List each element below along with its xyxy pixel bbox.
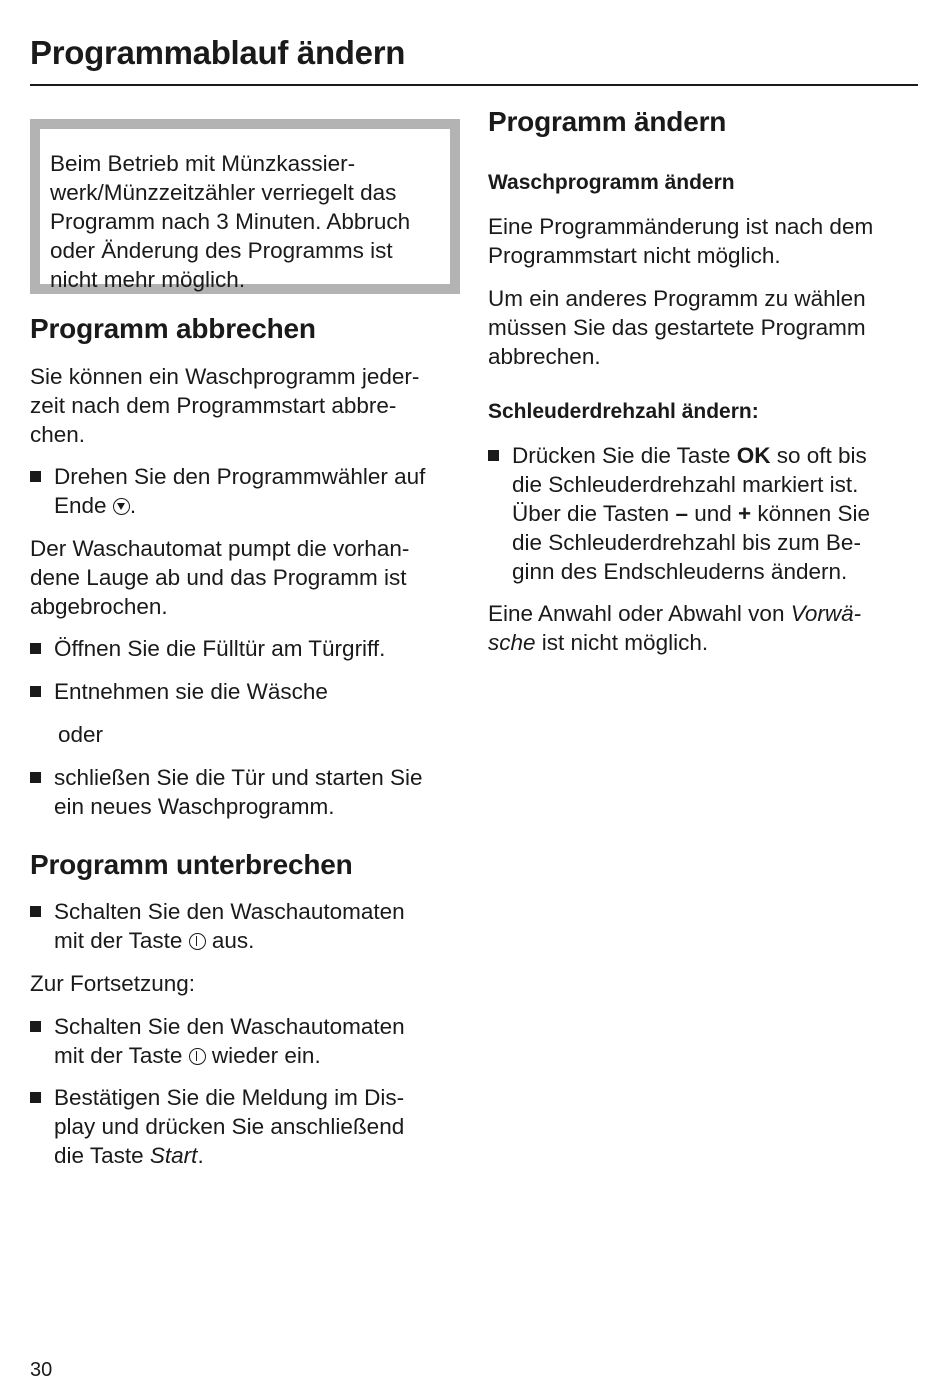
- abbrechen-step1: [54, 462, 464, 520]
- paragraph-text: Eine Anwahl oder Abwahl von: [488, 601, 791, 626]
- power-icon: [189, 933, 206, 950]
- aendern-p3: [488, 599, 861, 657]
- heading-programm-abbrechen: Programm abbrechen: [30, 313, 316, 344]
- notice-text: Beim Betrieb mit Münzkassier- werk/Münzzeitzähler verriegelt das Programm nach 3 Minuten. Abbruch oder Änderung des Programms ist nicht mehr möglich.: [50, 151, 411, 292]
- step-text: .: [129, 493, 137, 518]
- abbrechen-step4: schließen Sie die Tür und starten Sie ein neues Waschprogramm.: [54, 765, 423, 819]
- abbrechen-step2: Öffnen Sie die Fülltür am Türgriff.: [54, 636, 386, 661]
- heading-programm-aendern: Programm ändern: [488, 106, 727, 137]
- bullet-icon: [30, 471, 41, 482]
- bullet-icon: [30, 1021, 41, 1032]
- step-text: Schalten Sie den Waschautomaten mit der Taste: [54, 1014, 405, 1068]
- end-symbol-icon: [113, 498, 130, 515]
- subheading-schleuderdrehzahl: Schleuderdrehzahl ändern:: [488, 400, 759, 423]
- heading-programm-unterbrechen: Programm unterbrechen: [30, 849, 353, 880]
- abbrechen-step3: Entnehmen sie die Wäsche: [54, 679, 328, 704]
- aendern-p1: Eine Programmänderung ist nach dem Programmstart nicht möglich.: [488, 214, 874, 268]
- bullet-icon: [30, 686, 41, 697]
- abbrechen-or: oder: [58, 722, 104, 747]
- bullet-icon: [488, 450, 499, 461]
- step-text: so oft bis die Schleuderdrehzahl markiert ist. Über die Tasten: [512, 443, 867, 526]
- unterbrechen-step2: [54, 1012, 464, 1070]
- abbrechen-intro: Sie können ein Waschprogramm jeder- zeit nach dem Programmstart abbre- chen.: [30, 364, 420, 447]
- paragraph-text: ist nicht möglich.: [535, 630, 709, 655]
- step-text: aus.: [205, 928, 255, 953]
- step-text: Schalten Sie den Waschautomaten mit der Taste: [54, 899, 405, 953]
- bullet-icon: [30, 772, 41, 783]
- bullet-icon: [30, 1092, 41, 1103]
- unterbrechen-step1: [54, 897, 464, 955]
- bullet-icon: [30, 906, 41, 917]
- abbrechen-result: Der Waschautomat pumpt die vorhan- dene Lauge ab und das Programm ist abgebrochen.: [30, 536, 410, 619]
- power-icon: [189, 1048, 206, 1065]
- vorwaesche-label: Vorwä- sche: [488, 601, 862, 655]
- step-text: .: [197, 1143, 204, 1168]
- title-divider: [30, 84, 918, 86]
- page-title: Programmablauf ändern: [30, 34, 406, 71]
- subheading-waschprogramm-aendern: Waschprogramm ändern: [488, 171, 735, 194]
- start-key-label: Start: [149, 1143, 198, 1168]
- continue-label: Zur Fortsetzung:: [30, 971, 196, 996]
- step-text: und: [687, 501, 738, 526]
- step-text: Drücken Sie die Taste: [512, 443, 737, 468]
- minus-key-label: –: [675, 501, 688, 526]
- aendern-p2: Um ein anderes Programm zu wählen müssen Sie das gestartete Programm abbrechen.: [488, 286, 866, 369]
- step-text: können Sie die Schleuderdrehzahl bis zum Be- ginn des Endschleuderns ändern.: [512, 501, 870, 584]
- step-text: Bestätigen Sie die Meldung im Dis- play und drücken Sie anschließend die Taste: [54, 1085, 405, 1168]
- page-number: 30: [30, 1359, 53, 1381]
- step-text: wieder ein.: [205, 1043, 321, 1068]
- bullet-icon: [30, 643, 41, 654]
- unterbrechen-step3: [54, 1083, 464, 1170]
- plus-key-label: +: [738, 501, 752, 526]
- ok-key-label: OK: [736, 443, 771, 468]
- step-text: Drehen Sie den Programmwähler auf Ende: [54, 464, 426, 518]
- notice-box: [30, 119, 460, 294]
- aendern-step1: [512, 441, 922, 586]
